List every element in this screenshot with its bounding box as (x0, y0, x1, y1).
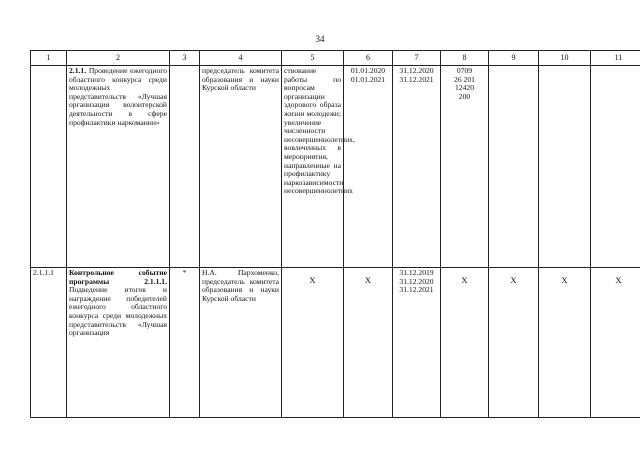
budget-code-cell (441, 66, 489, 268)
header-cell: 9 (489, 51, 539, 66)
header-cell: 11 (591, 51, 640, 66)
header-cell: 7 (393, 51, 441, 66)
expected-result-cell: ствование работы по вопросам организации здорового образа жизни молодежи; увеличение численности несовершеннолетних, вовлеченных в мероприятия, направленные на профилактику наркозависимости несовершеннолетних (282, 66, 344, 268)
cross-mark: Х (591, 268, 640, 418)
table-row (31, 66, 640, 268)
start-date: 01.01.2020 (350, 66, 386, 75)
program-table (30, 50, 640, 418)
responsible-cell: председатель комитета образования и науки Курской области (200, 66, 282, 268)
row-number-cell (31, 66, 67, 268)
page-number: 34 (315, 34, 325, 44)
end-date: 31.12.2020 (399, 276, 434, 286)
budget-code-line: 0709 (456, 66, 473, 75)
budget-code-line: 12420 (455, 83, 474, 93)
header-cell: 2 (67, 51, 170, 66)
empty-cell (489, 66, 539, 268)
event-text: Подведение итогов и награждение победителей ежегодного областного конкурса среди молодежных представительств «Лучшая организация (69, 285, 167, 338)
header-cell: 1 (31, 51, 67, 66)
marker-cell (170, 66, 200, 268)
empty-cell (539, 66, 591, 268)
cross-mark: Х (441, 268, 489, 418)
end-date: 31.12.2021 (399, 285, 434, 295)
marker-cell: * (170, 268, 200, 418)
start-date-cell (344, 66, 393, 268)
budget-code-line: 26 201 (454, 74, 475, 84)
event-description-cell (67, 268, 170, 418)
budget-code-line: 200 (458, 91, 471, 101)
event-text: Проведение ежегодного областного конкурса среди молодежных представительств «Лучшая организация волонтерской деятельности в сфере профилактики наркомании» (69, 66, 167, 127)
end-date-cell (393, 66, 441, 268)
header-row (31, 51, 640, 66)
header-cell: 5 (282, 51, 344, 66)
end-date: 31.12.2020 (399, 66, 434, 75)
end-date: 31.12.2019 (399, 268, 434, 277)
responsible-cell: Н.А. Пархоменко, председатель комитета образования и науки Курской области (200, 268, 282, 418)
header-cell: 6 (344, 51, 393, 66)
header-cell: 10 (539, 51, 591, 66)
cross-mark: Х (282, 268, 344, 418)
end-date-cell (393, 268, 441, 418)
header-cell: 4 (200, 51, 282, 66)
cross-mark: Х (539, 268, 591, 418)
start-date: 01.01.2021 (350, 74, 386, 84)
header-cell: 3 (170, 51, 200, 66)
event-number: 2.1.1. (69, 66, 87, 75)
header-cell: 8 (441, 51, 489, 66)
cross-mark: Х (344, 268, 393, 418)
event-description-cell (67, 66, 170, 268)
event-title: Контрольное событие программы 2.1.1.1. (69, 268, 167, 286)
cross-mark: Х (489, 268, 539, 418)
end-date: 31.12.2021 (399, 74, 434, 84)
row-number-cell: 2.1.1.1 (31, 268, 67, 418)
empty-cell (591, 66, 640, 268)
table-row (31, 268, 640, 418)
